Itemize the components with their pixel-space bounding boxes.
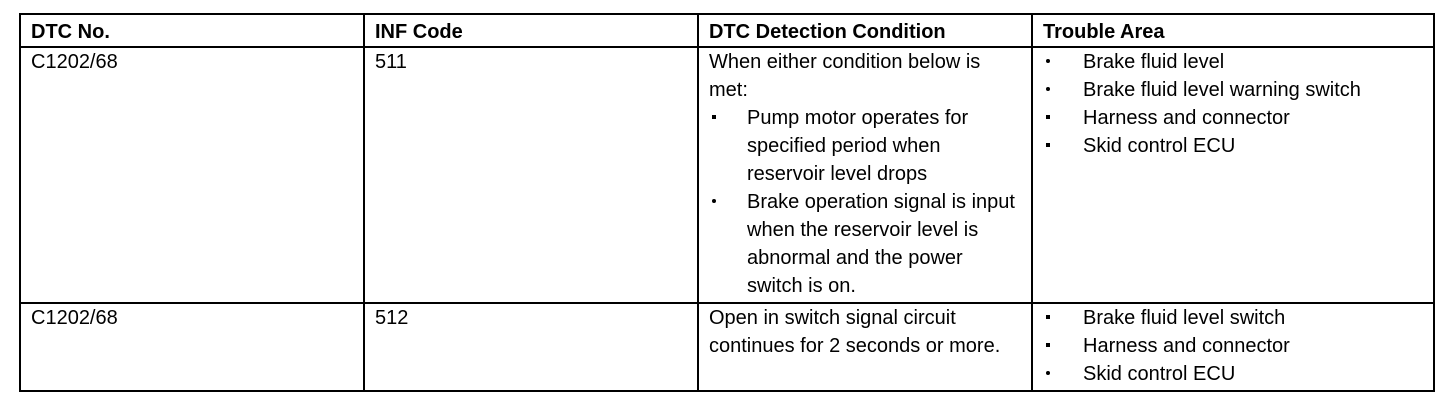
- table-row: [20, 47, 1434, 303]
- trouble-item-text: Harness and connector: [1083, 107, 1290, 129]
- inf-code: 511: [364, 47, 698, 303]
- list-item: [1043, 132, 1423, 160]
- header-row: [20, 14, 1434, 47]
- trouble-item-text: Harness and connector: [1083, 335, 1290, 357]
- trouble-item-text: Brake fluid level: [1083, 51, 1225, 73]
- trouble-list: [1043, 48, 1423, 160]
- condition-list: [709, 104, 1021, 300]
- trouble-area: [1032, 47, 1434, 303]
- list-item: [709, 104, 1021, 188]
- header-detection-condition: DTC Detection Condition: [698, 14, 1032, 47]
- condition-intro: When either condition below is met:: [709, 51, 981, 101]
- trouble-list: [1043, 304, 1423, 388]
- list-item: [1043, 76, 1423, 104]
- trouble-area: [1032, 303, 1434, 391]
- inf-code: 512: [364, 303, 698, 391]
- condition-item-text: Brake operation signal is input when the reservoir level is abnormal and the power switch is on.: [747, 191, 1015, 297]
- list-item: [1043, 360, 1423, 388]
- trouble-item-text: Skid control ECU: [1083, 135, 1236, 157]
- dtc-number: C1202/68: [20, 47, 364, 303]
- dot-bullet-icon: [1043, 48, 1057, 76]
- dtc-table: [19, 13, 1435, 392]
- detection-condition: [698, 47, 1032, 303]
- header-trouble-area: Trouble Area: [1032, 14, 1434, 47]
- list-item: [1043, 104, 1423, 132]
- list-item: [1043, 48, 1423, 76]
- trouble-item-text: Brake fluid level switch: [1083, 307, 1286, 329]
- dot-bullet-icon: [1043, 76, 1057, 104]
- table-row: [20, 303, 1434, 391]
- square-bullet-icon: [1043, 332, 1057, 360]
- trouble-item-text: Skid control ECU: [1083, 363, 1236, 385]
- list-item: [709, 188, 1021, 300]
- dtc-number: C1202/68: [20, 303, 364, 391]
- header-inf-code: INF Code: [364, 14, 698, 47]
- dot-bullet-icon: [1043, 360, 1057, 388]
- dot-bullet-icon: [709, 188, 723, 216]
- square-bullet-icon: [1043, 304, 1057, 332]
- condition-intro: Open in switch signal circuit continues for 2 seconds or more.: [709, 307, 1001, 357]
- list-item: [1043, 304, 1423, 332]
- square-bullet-icon: [709, 104, 723, 132]
- square-bullet-icon: [1043, 104, 1057, 132]
- square-bullet-icon: [1043, 132, 1057, 160]
- header-dtc-no: DTC No.: [20, 14, 364, 47]
- list-item: [1043, 332, 1423, 360]
- trouble-item-text: Brake fluid level warning switch: [1083, 79, 1361, 101]
- detection-condition: [698, 303, 1032, 391]
- condition-item-text: Pump motor operates for specified period when reservoir level drops: [747, 107, 969, 185]
